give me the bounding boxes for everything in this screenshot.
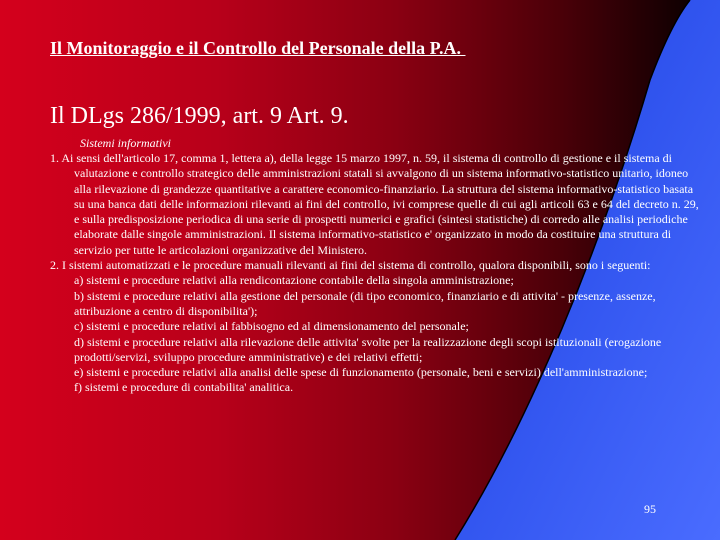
list-item-c: c) sistemi e procedure relativi al fabbisogno ed al dimensionamento del personale;: [74, 319, 469, 334]
list-item-e: e) sistemi e procedure relativi alla analisi delle spese di funzionamento (personale, beni e servizi) dell'amministrazione;: [74, 365, 648, 380]
section-subheading: Sistemi informativi: [80, 136, 171, 150]
slide-title: Il Monitoraggio e il Controllo del Personale della P.A.: [50, 38, 466, 58]
paragraph-2: 2. I sistemi automatizzati e le procedure manuali rilevanti ai fini del sistema di controllo, qualora disponibili, sono i seguenti:: [50, 258, 651, 273]
section-heading: Il DLgs 286/1999, art. 9 Art. 9.: [50, 103, 349, 129]
body-text: [50, 151, 700, 396]
list-item-f: f) sistemi e procedure di contabilita' analitica.: [74, 380, 294, 395]
list-item-b: b) sistemi e procedure relativi alla gestione del personale (di tipo economico, finanziario e di attivita' - presenze, assenze, attribuzione a centro di disponibilita');: [74, 288, 656, 318]
list-item-a: a) sistemi e procedure relativi alla rendicontazione contabile della singola amministrazione;: [74, 273, 514, 288]
page-number: 95: [644, 502, 656, 516]
list-item-d: d) sistemi e procedure relativi alla rilevazione delle attivita' svolte per la realizzazione degli scopi istituzionali (erogazione prodotti/servizi, sviluppo procedure amministrative) e dei relativi effetti;: [74, 334, 662, 364]
paragraph-1: 1. Ai sensi dell'articolo 17, comma 1, lettera a), della legge 15 marzo 1997, n. 59, il sistema di controllo di gestione e il sistema di valutazione e controllo strategico delle amministrazioni statali si avvalgono di un sistema informativo-statistico unitario, idoneo alla rilevazione di grandezze quantitative a carattere economico-finanziario. La struttura del sistema informativo-statistico basata su una banca dati delle informazioni rilevanti ai fini del controllo, ivi comprese quelle di cui agli articoli 63 e 64 del decreto n. 29, e sulla predisposizione periodica di una serie di prospetti numerici e grafici (sintesi statistiche) di corredo alle analisi periodiche elaborate dalle singole amministrazioni. Il sistema informativo-statistico e' organizzato in modo da costituire una struttura di servizio per tutte le articolazioni organizzative del Ministero.: [50, 151, 699, 257]
